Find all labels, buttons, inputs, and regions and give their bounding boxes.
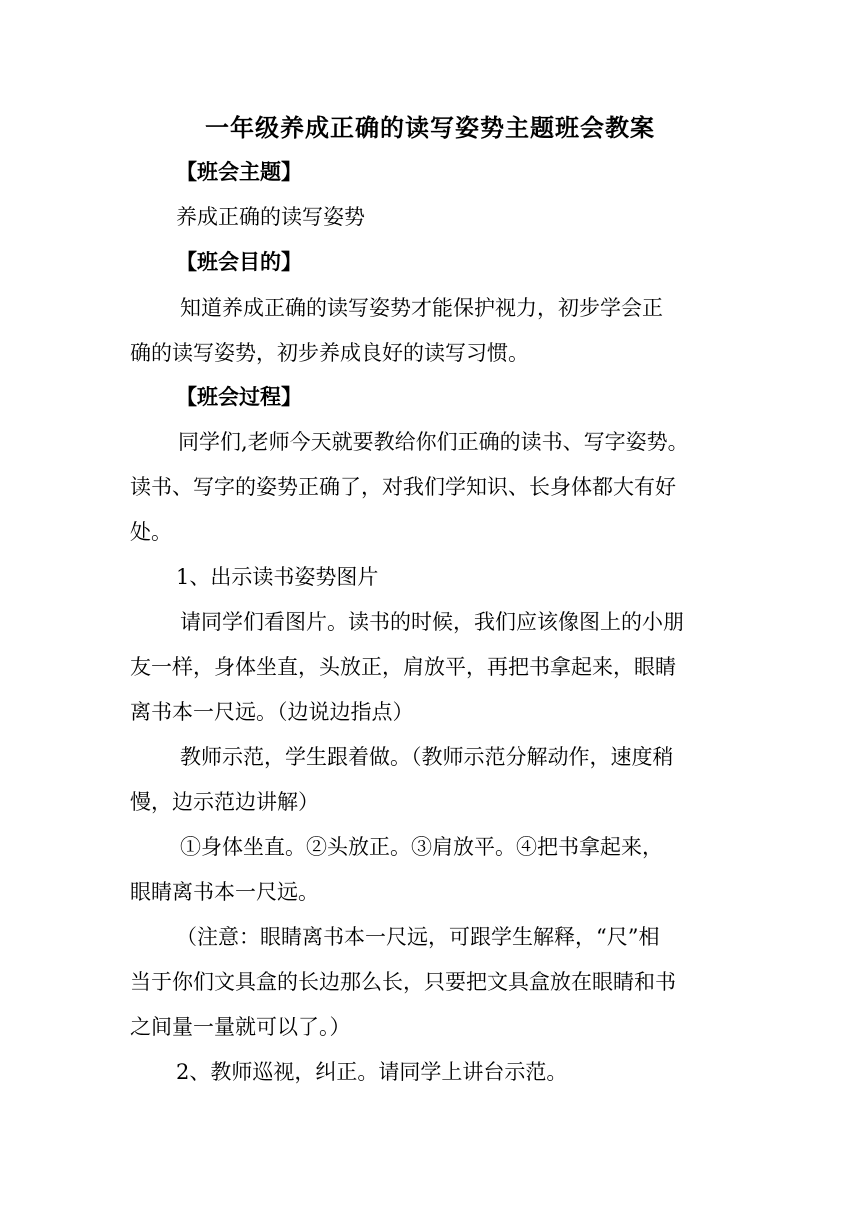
document-title: 一年级养成正确的读写姿势主题班会教案 <box>205 113 655 142</box>
step1-paragraph3-line-2: 眼睛离书本一尺远。 <box>130 880 319 904</box>
step2-title: 2、教师巡视，纠正。请同学上讲台示范。 <box>176 1060 568 1084</box>
purpose-heading: 【班会目的】 <box>176 249 302 274</box>
process-paragraph-line-2: 读书、写字的姿势正确了，对我们学知识、长身体都大有好 <box>130 475 676 499</box>
purpose-line-2: 确的读写姿势，初步养成良好的读写习惯。 <box>130 341 529 365</box>
step1-note-line-3: 之间量一量就可以了。） <box>130 1015 351 1039</box>
step1-paragraph2-line-1: 教师示范，学生跟着做。（教师示范分解动作，速度稍 <box>180 745 674 769</box>
step1-note-line-2: 当于你们文具盒的长边那么长，只要把文具盒放在眼睛和书 <box>130 970 676 994</box>
step1-paragraph3-line-1: ①身体坐直。②头放正。③肩放平。④把书拿起来， <box>180 835 663 859</box>
purpose-line-1: 知道养成正确的读写姿势才能保护视力，初步学会正 <box>180 296 663 320</box>
process-heading: 【班会过程】 <box>176 384 302 409</box>
theme-heading: 【班会主题】 <box>176 159 302 184</box>
process-paragraph-line-1: 同学们,老师今天就要教给你们正确的读书、写字姿势。 <box>178 430 689 454</box>
step1-title: 1、出示读书姿势图片 <box>176 565 379 589</box>
step1-paragraph2-line-2: 慢，边示范边讲解） <box>130 790 319 814</box>
step1-paragraph1-line-2: 友一样，身体坐直，头放正，肩放平，再把书拿起来，眼睛 <box>130 655 676 679</box>
theme-text: 养成正确的读写姿势 <box>176 205 365 229</box>
step1-note-line-1: （注意：眼睛离书本一尺远，可跟学生解释，“尺”相 <box>176 925 660 949</box>
step1-paragraph1-line-3: 离书本一尺远。（边说边指点） <box>130 700 414 724</box>
step1-paragraph1-line-1: 请同学们看图片。读书的时候，我们应该像图上的小朋 <box>180 610 684 634</box>
process-paragraph-line-3: 处。 <box>130 520 172 544</box>
